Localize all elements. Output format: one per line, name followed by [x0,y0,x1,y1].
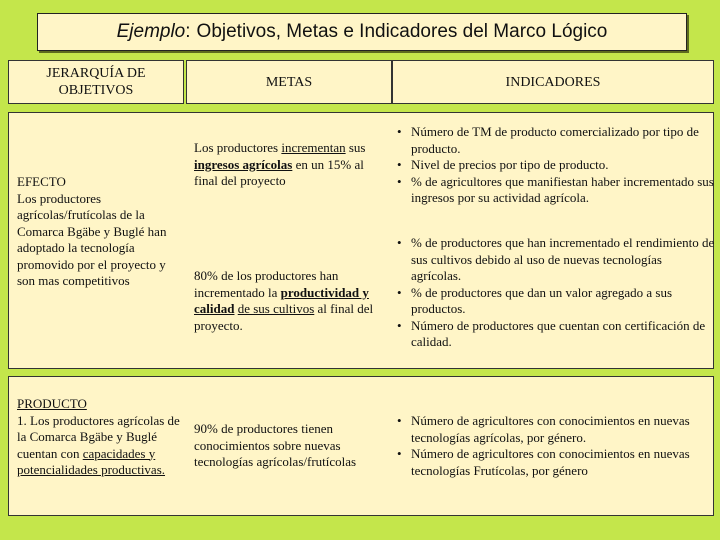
producto-meta: 90% de productores tienen conocimientos sobre nuevas tecnologías agrícolas/frutícolas [194,421,357,469]
list-item: • Número de productores que cuentan con certificación de calidad. [393,318,715,351]
efecto-indicadores2 [393,235,715,351]
efecto-heading: EFECTO [17,174,66,189]
producto-objetivo-cell [17,396,185,479]
list-item: • Nivel de precios por tipo de producto. [393,157,715,174]
title-example: Ejemplo [116,21,186,42]
title-text: Objetivos, Metas e Indicadores del Marco Lógico [196,21,608,42]
header-indicadores [392,60,714,104]
meta1-text-c: en un 15% al final del proyecto [194,156,364,188]
header-indicadores-label: INDICADORES [505,74,601,90]
title-colon: : [185,21,191,42]
list-item: • % de productores que dan un valor agregado a sus productos. [393,285,715,318]
list-item: • % de agricultores que manifiestan haber incrementado sus ingresos por su actividad agrícola. [393,174,715,207]
meta1-underline-a: incrementan [281,140,346,155]
header-jerarquia-label: JERARQUÍA DE OBJETIVOS [46,66,146,98]
header-metas-label: METAS [265,74,313,90]
producto-objetivo [17,413,185,479]
producto-objetivo-underline: capacidades y potencialidades productivas. [17,445,166,477]
efecto-meta1 [194,140,390,190]
producto-heading: PRODUCTO [17,396,87,411]
list-item: • % de productores que han incrementado el rendimiento de sus cultivos debido al uso de nuevas tecnologías agrícolas. [393,235,715,285]
list-item: • Número de agricultores con conocimientos en nuevas tecnologías agrícolas, por género. [393,413,715,446]
efecto-objetivo-cell [17,174,185,290]
meta2-text-c: al final del proyecto. [194,301,374,333]
list-item: • Número de agricultores con conocimientos en nuevas tecnologías Frutícolas, por género [393,446,715,479]
efecto-meta2 [194,268,390,334]
header-metas [186,60,392,104]
meta2-underline-a: productividad y calidad [194,284,369,316]
header-jerarquia [8,60,184,104]
producto-indicadores [393,413,715,479]
efecto-objetivo: Los productores agrícolas/frutícolas de la Comarca Bgäbe y Buglé han adoptado la tecnología promovido por el proyecto y son mas competitivos [17,190,167,288]
list-item: • Número de TM de producto comercializado por tipo de producto. [393,124,715,157]
slide-title [37,13,687,51]
meta1-underline-b: ingresos agrícolas [194,156,293,172]
meta1-text-a: Los productores [194,140,282,155]
meta2-text-a: 80% de los productores han incrementado la [194,268,339,300]
producto-objetivo-text: 1. Los productores agrícolas de la Comarca Bgäbe y Buglé cuentan con [17,412,180,461]
efecto-indicadores1 [393,124,715,207]
meta1-text-b: sus [345,140,366,155]
meta2-underline-b: de sus cultivos [237,301,315,316]
